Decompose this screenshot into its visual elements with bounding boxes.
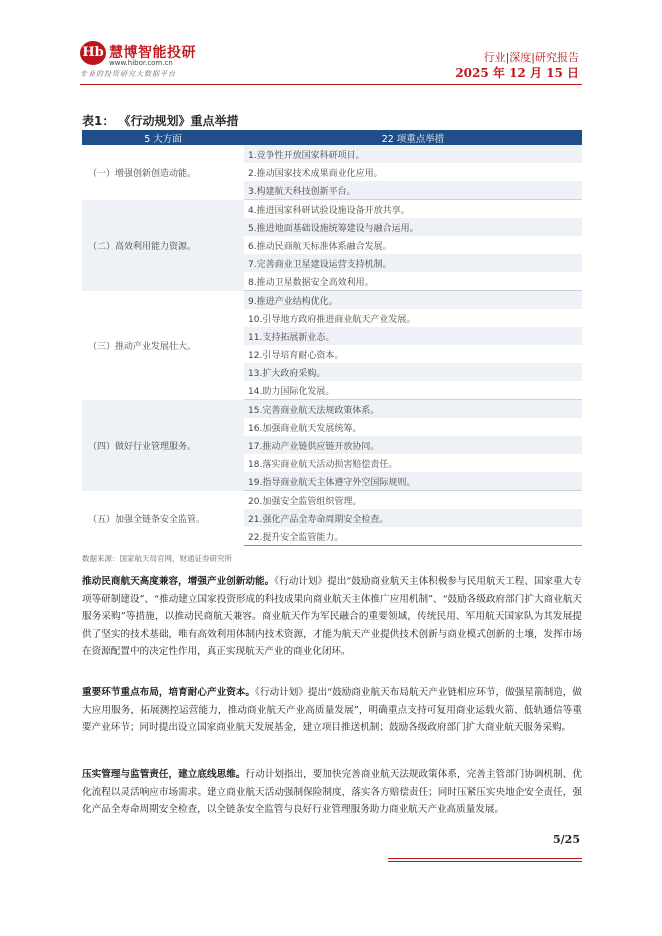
measure-cell: 6.推动民商航天标准体系融合发展。	[248, 241, 392, 252]
footer-divider-2	[388, 861, 582, 862]
measure-cell: 10.引导地方政府推进商业航天产业发展。	[248, 314, 416, 325]
measure-cell: 16.加强商业航天发展统筹。	[248, 423, 362, 434]
measure-cell: 22.提升安全监管能力。	[244, 527, 582, 546]
measure-cell: 7.完善商业卫星建设运营支持机制。	[244, 254, 582, 272]
logo-name: 慧博智能投研	[109, 45, 196, 61]
paragraph-3-lead: 压实管理与监管责任，建立底线思维。	[82, 769, 246, 780]
logo-slogan: 专业的投资研究大数据平台	[80, 70, 176, 78]
measure-cell: 2.推动国家技术成果商业化应用。	[248, 168, 383, 179]
table-source: 数据来源：国家航天局官网，财通证券研究所	[82, 554, 232, 563]
measures-table	[82, 130, 582, 546]
paragraph-2	[82, 684, 582, 737]
table-row	[82, 145, 582, 163]
measure-cell: 5.推进地面基础设施统筹建设与融合运用。	[244, 218, 582, 236]
table-header-row	[82, 130, 582, 145]
measure-cell: 18.落实商业航天活动损害赔偿责任。	[248, 459, 398, 470]
paragraph-2-text: 《行动计划》提出“鼓励商业航天布局航天产业链相应环节，做强星箭制造，做大应用服务，拓展测控运营能力，推动商业航天产业高质量发展”，明确重点支持可复用商业运载火箭、低轨通信等重要产业环节；同时提出设立国家商业航天发展基金，建立项目推送机制；鼓励各级政府部门扩大商业航天服务采购。	[82, 687, 583, 733]
table-row	[82, 200, 582, 219]
measure-cell: 11.支持拓展新业态。	[244, 327, 582, 345]
page-number: 5/25	[553, 833, 580, 846]
measure-cell: 8.推动卫星数据安全高效利用。	[244, 272, 582, 291]
measure-cell: 13.扩大政府采购。	[244, 363, 582, 381]
footer-divider	[388, 858, 582, 859]
paragraph-3-text: 行动计划指出，要加快完善商业航天法规政策体系，完善主管部门协调机制、优化流程以灵活响应市场需求。建立商业航天活动强制保险制度，落实各方赔偿责任；同时压紧压实央地企安全责任，强化产品全寿命周期安全检查，以全链条安全监管与良好行业管理服务助力商业航天产业高质量发展。	[82, 769, 582, 815]
hibor-logo	[80, 41, 200, 81]
measure-cell: 9.推进产业结构优化。	[244, 291, 582, 310]
measure-cell: 21.强化产品全寿命周期安全检查。	[244, 509, 582, 527]
table-title: 表1： 《行动规划》重点举措	[82, 114, 239, 128]
aspect-cell: （三）推动产业发展壮大。	[82, 291, 244, 400]
measure-cell: 4.推进国家科研试验设施设备开放共享。	[248, 205, 410, 216]
measure-cell: 14.助力国际化发展。	[244, 381, 582, 400]
measure-cell: 12.引导培育耐心资本。	[248, 350, 344, 361]
table-row	[82, 491, 582, 510]
paragraph-3	[82, 766, 582, 819]
column-header-aspects: 5 大方面	[82, 130, 244, 145]
measure-cell: 20.加强安全监管组织管理。	[248, 496, 362, 507]
column-header-measures: 22 项重点举措	[244, 130, 582, 145]
aspect-cell: （五）加强全链条安全监管。	[82, 491, 244, 546]
measure-cell: 15.完善商业航天法规政策体系。	[244, 400, 582, 419]
aspect-cell: （一）增强创新创造动能。	[82, 145, 244, 200]
paragraph-1-lead: 推动民商航天高度兼容，增强产业创新动能。	[82, 576, 275, 587]
table-row	[82, 400, 582, 419]
paragraph-1	[82, 573, 582, 661]
aspect-cell: （二）高效利用能力资源。	[82, 200, 244, 291]
measure-cell: 19.指导商业航天主体遵守外空国际规则。	[244, 472, 582, 491]
measure-cell: 3.构建航天科技创新平台。	[244, 181, 582, 200]
measure-cell: 1.竞争性开放国家科研项目。	[244, 145, 582, 163]
paragraph-2-lead: 重要环节重点布局，培育耐心产业资本。	[82, 687, 256, 698]
header-divider	[80, 84, 582, 85]
logo-mark-icon: Hb	[80, 41, 106, 65]
report-date: 2025 年 12 月 15 日	[455, 66, 579, 80]
logo-url: www.hibor.com.cn	[109, 59, 173, 67]
paragraph-1-text: 《行动计划》提出“鼓励商业航天主体积极参与民用航天工程、国家重大专项等研制建设”、“推动建立国家投资形成的科技成果向商业航天主体推广应用机制”、“鼓励各级政府部门扩大商业航天服务采购”等措施，以推动民商航天兼容。商业航天作为军民融合的重要领域，传统民用、军用航天国家队为其发展提供了坚实的技术基础，唯有高效利用体制内技术资源，才能为航天产业提供技术创新与商业模式创新的土壤，发挥市场在资源配置中的决定性作用，真正实现航天产业的商业化闭环。	[82, 576, 582, 657]
table-row	[82, 291, 582, 310]
measure-cell: 17.推动产业链供应链开放协同。	[244, 436, 582, 454]
table-body	[82, 145, 582, 546]
aspect-cell: （四）做好行业管理服务。	[82, 400, 244, 491]
report-category: 行业|深度|研究报告	[483, 51, 579, 64]
